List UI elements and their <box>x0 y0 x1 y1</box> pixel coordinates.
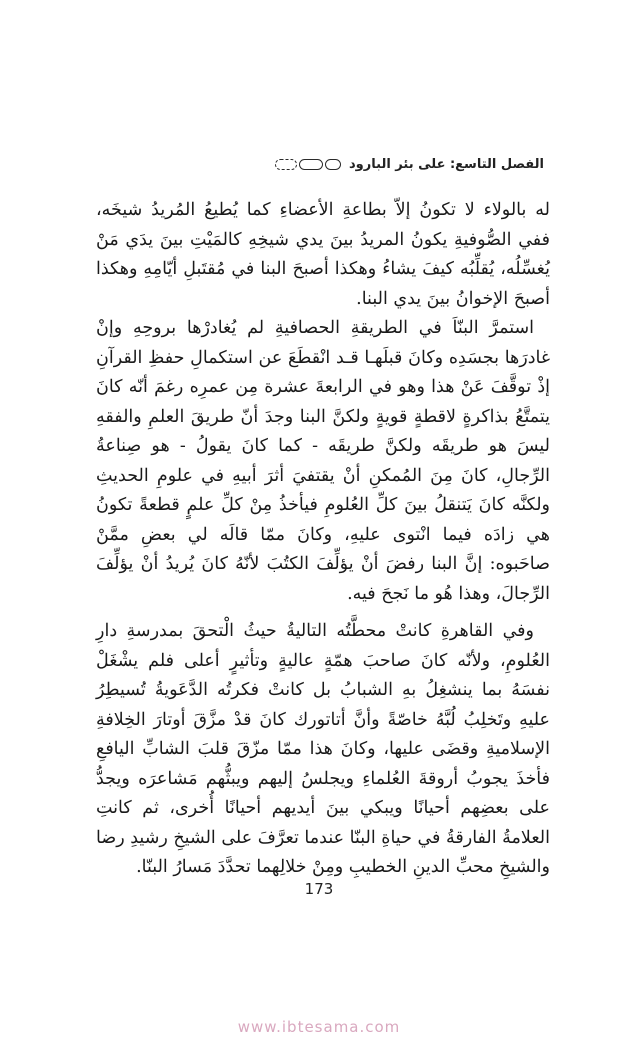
chapter-title: الفصل التاسع: على بئر البارود <box>349 156 544 172</box>
running-header <box>96 152 544 176</box>
watermark: www.ibtesama.com <box>237 1018 401 1036</box>
page-number: 173 <box>304 880 334 898</box>
paragraph-2: استمرَّ البنّاَ في الطريقةِ الحصافيةِ لم يُغادرْها بروحِهِ وإنْ غادرَها بجسَدِه وكانَ قبلَهـا قـد انْقطَعَ عن استكمالِ حفظِ القرآنِ إذْ توقَّفَ عَنْ هذا وهو في الرابعةَ عشرة مِن عمرِه رغمَ أنّه كانَ يتمتَّعُ بذاكرةٍ لاقطةٍ قويةٍ ولكنَّ البنا وجدَ أنّ طريقَ العلمِ والفقهِ ليسَ هو طريقَه ولكنَّ طريقَه - كما كانَ يقولُ - هو صِناعةُ الرِّجالِ، كانَ مِنَ المُمكنِ أنْ يقتفيَ أثرَ أبيهِ في علومِ الحديثِ ولكنَّه كانَ يَتنقلُ بينَ كلِّ العُلومِ فيأخذُ مِنْ كلِّ علمٍ قطعةً تكونُ هي زادَه فيما انْتوى عليهِ، وكانَ ممّا قالَه لي بعضِ ممَّنْ صاحَبوه: إنَّ البنا رفضَ أنْ يؤلِّفَ الكتُبَ لأنّهُ كانَ يُريدُ أنْ يؤلِّفَ الرِّجالَ، وهذا هُو ما نَجحَ فيه. <box>96 318 550 604</box>
header-ornament-icon <box>275 159 341 170</box>
ornament-oval-icon <box>299 159 323 170</box>
ornament-small-oval-icon <box>325 159 341 170</box>
paragraph-1: له بالولاء لا تكونُ إلاّ بطاعةِ الأعضاءِ كما يُطيعُ المُريدُ شيخَه، ففي الصُّوفيةِ يكونُ المريدُ بينَ يدي شيخِهِ كالمَيْتِ بينَ يدَي مَنْ يُغسِّلُه، يُقلِّبُه كيفَ يشاءُ وهكذا أصبحَ البنا في مُقتَبلِ أيّامِهِ وهكذا أصبحَ الإخوانُ بينَ يدي البنا. <box>96 200 550 309</box>
body-text <box>96 196 550 883</box>
paragraph-3: وفي القاهرةِ كانتْ محطَّتُه التاليةُ حيثُ الْتحقَ بمدرسةِ دارِ العُلومِ، ولأنّه كانَ صاحبَ همّةٍ عاليةٍ وتأثيرٍ أعلى فلم يشْغَلْ نفسَهُ بما ينشغِلُ بهِ الشبابُ بل كانتْ فكرتُه الدَّعَويةُ تُسيطِرُ عليهِ وتَخلِبُ لُبَّهُ خاصّةً وأنَّ أتاتورك كانَ قدْ مزَّقَ أوتارَ الخِلافةِ الإسلاميةِ وقضَى عليها، وكانَ هذا ممّا مزّقَ قلبَ الشابِّ اليافعِ فأخذَ يجوبُ أروقةَ العُلماءِ ويجلسُ إليهم ويبثُّهم مَشاعرَه ويجدُّ على بعضِهم أحيانًا ويبكي بينَ أيديهم أحيانًا أُخرى، ثم كانتِ العلامةُ الفارقةُ في حياةِ البنّا عندما تعرَّفَ على الشيخِ رشيدِ رضا والشيخِ محبِّ الدينِ الخطيبِ ومِنْ خلالِهما تحدَّدَ مَسارُ البنّا. <box>96 621 550 877</box>
ornament-dashed-oval-icon <box>275 159 297 170</box>
